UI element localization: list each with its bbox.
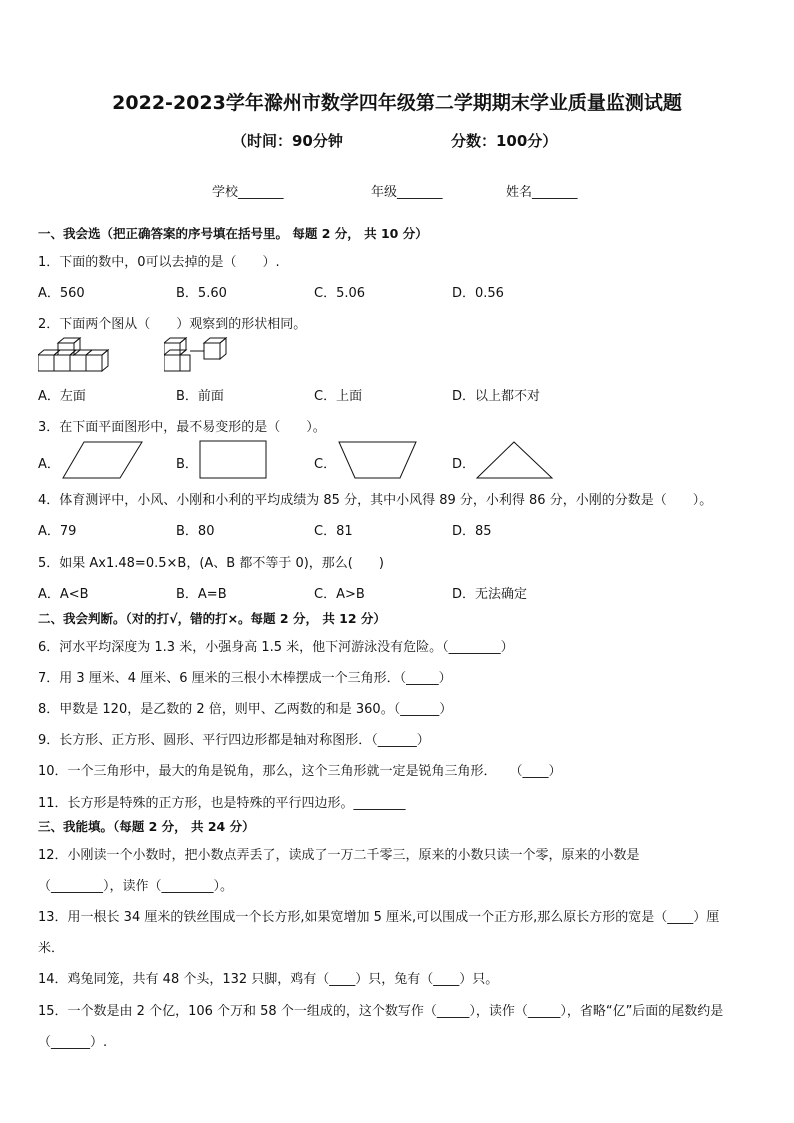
question-6: 6．河水平均深度为 1.3 米，小强身高 1.5 米，他下河游泳没有危险。（________） <box>38 640 514 655</box>
q1-option-a: A．560 <box>38 286 85 301</box>
question-5: 5．如果 Ax1.48=0.5×B，(A、B 都不等于 0)，那么( ) <box>38 556 384 571</box>
cube-figure-1 <box>38 337 134 373</box>
q4-option-a: A．79 <box>38 524 77 539</box>
section-3-heading: 三、我能填。（每题 2 分， 共 24 分） <box>38 819 255 834</box>
question-10: 10．一个三角形中，最大的角是锐角，那么，这个三角形就一定是锐角三角形． （____） <box>38 764 562 779</box>
exam-time: （时间：90分钟 <box>232 132 343 150</box>
cube-figure-2 <box>164 337 244 373</box>
q4-option-b: B．80 <box>176 524 215 539</box>
q4-option-d: D．85 <box>452 524 492 539</box>
q3-option-b: B． <box>176 457 198 472</box>
question-12-line-2: （________），读作（________）。 <box>38 879 234 894</box>
q3-option-d: D． <box>452 457 476 472</box>
q2-option-c: C．上面 <box>314 389 363 404</box>
q2-option-b: B．前面 <box>176 389 224 404</box>
q4-option-c: C．81 <box>314 524 353 539</box>
question-9: 9．长方形、正方形、圆形、平行四边形都是轴对称图形．（______） <box>38 733 430 748</box>
page-title: 2022-2023学年滁州市数学四年级第二学期期末学业质量监测试题 <box>112 92 682 114</box>
question-14: 14．鸡兔同笼，共有 48 个头，132 只脚，鸡有（____）只，兔有（____）只。 <box>38 972 499 987</box>
question-12-line-1: 12．小刚读一个小数时，把小数点弄丢了，读成了一万二千零三，原来的小数只读一个零，原来的小数是 <box>38 848 640 863</box>
q2-option-d: D．以上都不对 <box>452 389 541 404</box>
rectangle-shape <box>199 440 269 480</box>
q5-option-c: C．A>B <box>314 587 365 602</box>
q2-option-a: A．左面 <box>38 389 86 404</box>
triangle-shape <box>476 440 554 480</box>
section-2-heading: 二、我会判断。（对的打√，错的打×。每题 2 分， 共 12 分） <box>38 611 386 626</box>
q3-option-a: A． <box>38 457 60 472</box>
question-11: 11．长方形是特殊的正方形，也是特殊的平行四边形。________ <box>38 796 406 811</box>
section-1-heading: 一、我会选（把正确答案的序号填在括号里。 每题 2 分， 共 10 分） <box>38 226 428 241</box>
q5-option-d: D．无法确定 <box>452 587 528 602</box>
q1-option-d: D．0.56 <box>452 286 504 301</box>
parallelogram-shape <box>62 440 144 480</box>
q1-option-c: C．5.06 <box>314 286 366 301</box>
question-8: 8．甲数是 120，是乙数的 2 倍，则甲、乙两数的和是 360。（______） <box>38 702 453 717</box>
trapezoid-shape <box>338 440 418 480</box>
q3-option-c: C． <box>314 457 337 472</box>
q5-option-a: A．A<B <box>38 587 89 602</box>
question-7: 7．用 3 厘米、4 厘米、6 厘米的三根小木棒摆成一个三角形．（_____） <box>38 671 452 686</box>
question-1: 1．下面的数中，0可以去掉的是（ ）. <box>38 255 280 270</box>
question-2: 2．下面两个图从（ ）观察到的形状相同。 <box>38 317 307 332</box>
question-15-line-1: 15．一个数是由 2 个亿，106 个万和 58 个一组成的，这个数写作（_____），读作（_____），省略“亿”后面的尾数约是 <box>38 1004 724 1019</box>
question-15-line-2: （______）. <box>38 1035 108 1050</box>
grade-field: 年级_______ <box>371 185 443 200</box>
question-13-line-1: 13．用一根长 34 厘米的铁丝围成一个长方形,如果宽增加 5 厘米,可以围成一个正方形,那么原长方形的宽是（____）厘 <box>38 910 720 925</box>
q1-option-b: B．5.60 <box>176 286 227 301</box>
question-3: 3．在下面平面图形中，最不易变形的是（ ）。 <box>38 420 326 435</box>
name-field: 姓名_______ <box>506 185 578 200</box>
question-4: 4．体育测评中，小风、小刚和小利的平均成绩为 85 分，其中小风得 89 分，小利得 86 分，小刚的分数是（ ）。 <box>38 493 713 508</box>
question-13-line-2: 米． <box>38 941 65 956</box>
exam-score: 分数：100分） <box>451 132 558 150</box>
q5-option-b: B．A=B <box>176 587 227 602</box>
school-field: 学校_______ <box>212 185 284 200</box>
